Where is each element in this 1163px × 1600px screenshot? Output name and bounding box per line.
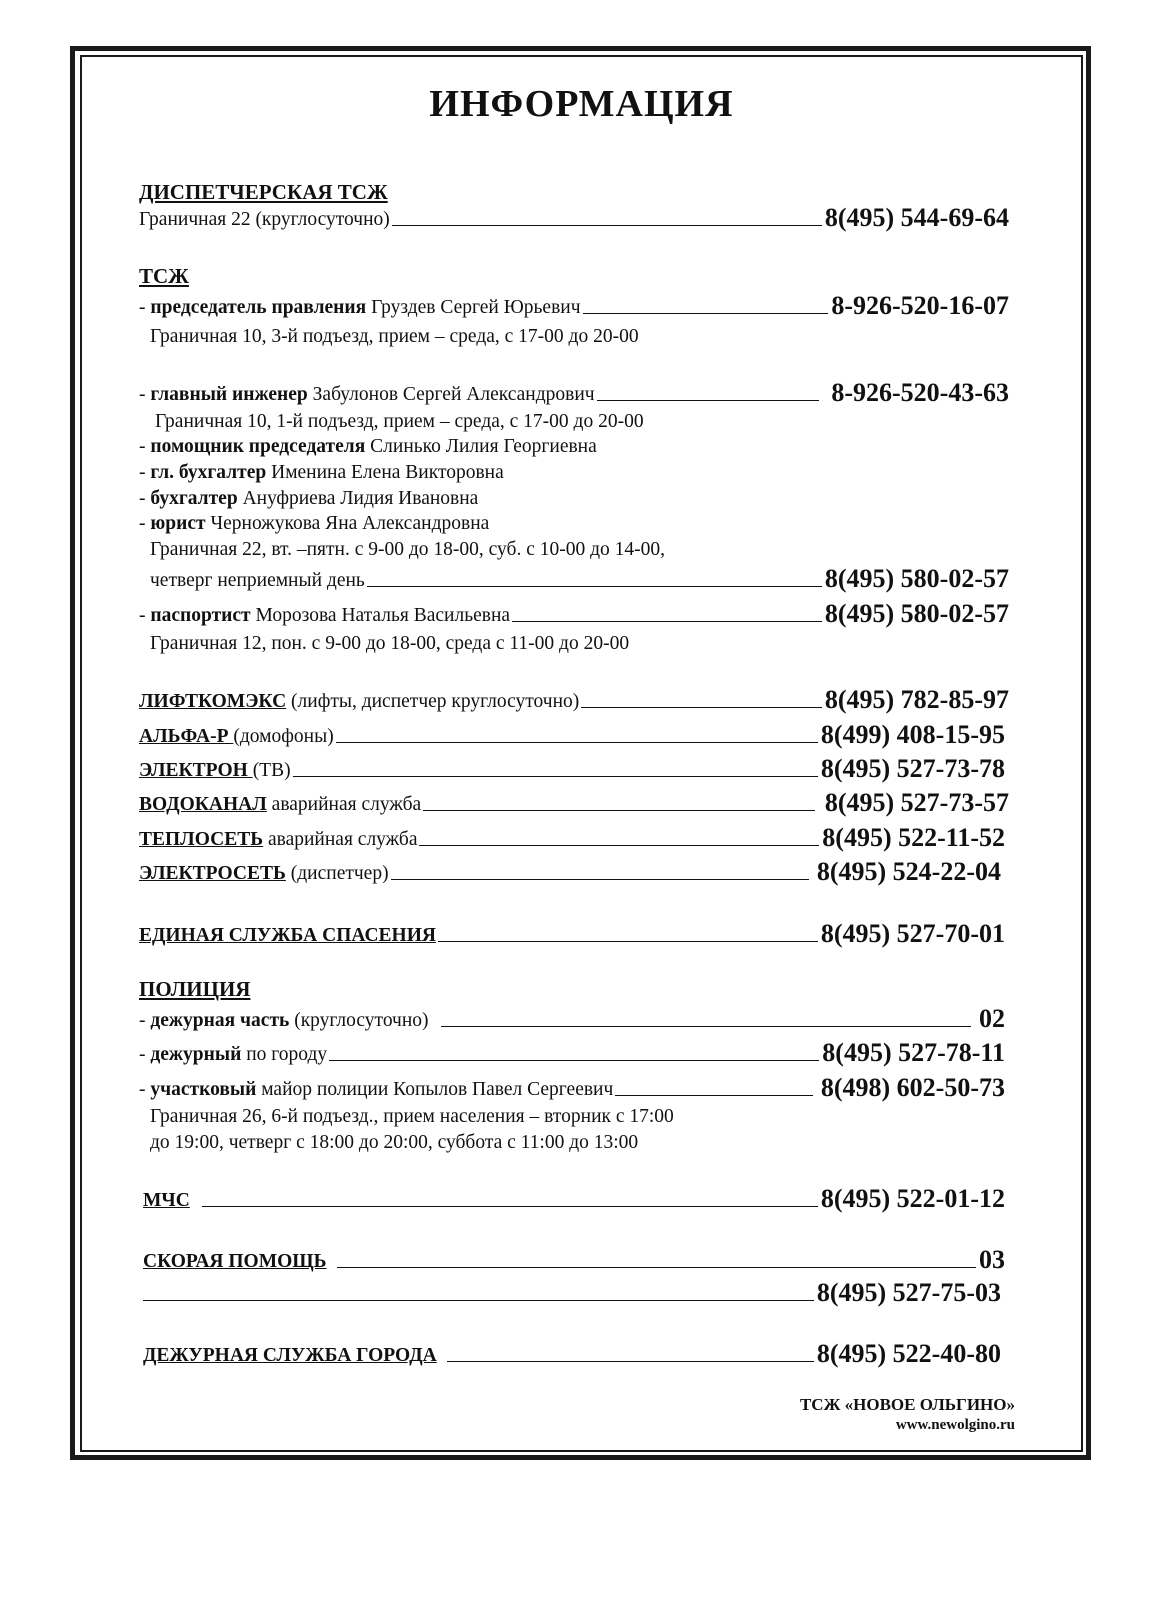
leader-line [337,1267,976,1268]
service-row [139,825,1005,851]
police-district-phone: 8(498) 602-50-73 [820,1073,1005,1102]
leader-line [447,1361,814,1362]
mchs-row [143,1186,1005,1212]
chief-accountant-line: - гл. бухгалтер Именина Елена Викторовна [139,462,504,483]
service-row [139,859,1001,885]
police-district-role: участковый [150,1079,257,1100]
service-row [139,756,1005,782]
police-district-note: Граничная 26, 6-й подъезд., прием населения – вторник с 17:00 [150,1106,674,1127]
leader-line [391,879,809,880]
chairman-row [139,293,1009,319]
engineer-name: Забулонов Сергей Александрович [307,384,595,405]
leader-line [581,707,822,708]
assistant-line: - помощник председателя Слинько Лилия Георгиевна [139,436,597,457]
police-city-role: дежурный [150,1044,242,1065]
service-name: ТЕПЛОСЕТЬ [139,829,264,850]
passport-role: паспортист [150,605,251,626]
dispatch-header: ДИСПЕТЧЕРСКАЯ ТСЖ [139,180,388,204]
service-phone: 8(495) 524-22-04 [816,857,1001,886]
leader-line [441,1026,971,1027]
service-name: ЭЛЕКТРОСЕТЬ [139,863,286,884]
mchs-phone: 8(495) 522-01-12 [820,1184,1005,1213]
service-desc: (лифты, диспетчер круглосуточно) [286,691,580,712]
police-duty-phone: 02 [979,1004,1005,1033]
service-desc: аварийная служба [266,794,422,815]
service-desc: (домофоны) [233,726,334,747]
tszh-header: ТСЖ [139,264,189,288]
leader-line [615,1095,813,1096]
lawyer-phone: 8(495) 580-02-57 [824,564,1009,593]
leader-line [423,810,815,811]
dispatch-row [139,205,1009,231]
rescue-phone: 8(495) 527-70-01 [820,919,1005,948]
service-row [139,687,1009,713]
police-city-desc: по городу [241,1044,328,1065]
ambulance-phone-short: 03 [979,1245,1005,1274]
police-header: ПОЛИЦИЯ [139,977,251,1001]
engineer-row [139,380,1009,406]
chairman-phone: 8-926-520-16-07 [831,291,1009,320]
ambulance-phone: 8(495) 527-75-03 [816,1278,1001,1307]
passport-row [139,601,1009,627]
service-phone: 8(495) 527-73-78 [820,754,1005,783]
service-phone: 8(499) 408-15-95 [820,720,1005,749]
lawyer-note: Граничная 22, вт. –пятн. с 9-00 до 18-00, суб. с 10-00 до 14-00, [150,539,666,560]
police-duty-desc: (круглосуточно) [289,1010,429,1031]
city-duty-phone: 8(495) 522-40-80 [816,1339,1001,1368]
service-name: АЛЬФА-Р [139,726,234,747]
ambulance-row [143,1247,1005,1273]
ambulance-row-2 [143,1280,1001,1306]
page-title: ИНФОРМАЦИЯ [429,83,734,125]
leader-line [512,621,822,622]
chairman-name: Груздев Сергей Юрьевич [366,297,581,318]
service-name: ЭЛЕКТРОН [139,760,253,781]
service-phone: 8(495) 527-73-57 [824,788,1009,817]
police-district-desc: майор полиции Копылов Павел Сергеевич [256,1079,614,1100]
service-desc: аварийная служба [263,829,418,850]
engineer-phone: 8-926-520-43-63 [831,378,1009,407]
city-duty-row [143,1341,1001,1367]
lawyer-line: - юрист Черножукова Яна Александровна [139,513,490,534]
lawyer-note-2: четверг неприемный день [150,570,365,591]
police-duty-role: дежурная часть [150,1010,290,1031]
service-name: ВОДОКАНАЛ [139,794,267,815]
lawyer-phone-row [150,566,1009,592]
service-row [139,722,1005,748]
leader-line [597,400,820,401]
leader-line [367,586,822,587]
service-desc: (диспетчер) [285,863,389,884]
leader-line [583,313,829,314]
dispatch-phone: 8(495) 544-69-64 [824,203,1009,232]
footer-site: www.newolgino.ru [895,1417,1015,1433]
service-name: ЛИФТКОМЭКС [139,691,287,712]
rescue-row [139,921,1005,947]
rescue-name: ЕДИНАЯ СЛУЖБА СПАСЕНИЯ [139,925,436,946]
engineer-label: - главный инженер Забулонов Сергей Александрович [139,384,595,405]
chairman-role: председатель правления [150,297,367,318]
leader-line [143,1300,814,1301]
police-duty-row: - дежурная часть (круглосуточно) 02 [139,1004,1005,1033]
engineer-note: Граничная 10, 1-й подъезд, прием – среда, с 17-00 до 20-00 [155,411,644,432]
city-duty-name: ДЕЖУРНАЯ СЛУЖБА ГОРОДА [143,1345,437,1366]
service-phone: 8(495) 782-85-97 [824,685,1009,714]
chairman-note: Граничная 10, 3-й подъезд, прием – среда, с 17-00 до 20-00 [150,326,639,347]
chairman-label: - председатель правления Груздев Сергей Юрьевич [139,297,581,318]
passport-label: - паспортист Морозова Наталья Васильевна [139,605,511,626]
leader-line [336,742,818,743]
passport-name: Морозова Наталья Васильевна [250,605,511,626]
police-city-phone: 8(495) 527-78-11 [822,1038,1005,1067]
leader-line [392,225,822,226]
leader-line [419,845,819,846]
leader-line [438,941,818,942]
service-row [139,790,1009,816]
service-desc: (ТВ) [252,760,291,781]
accountant-line: - бухгалтер Ануфриева Лидия Ивановна [139,488,479,509]
police-district-note-2: до 19:00, четверг с 18:00 до 20:00, суббота с 11:00 до 13:00 [150,1132,639,1153]
service-phone: 8(495) 522-11-52 [822,823,1005,852]
passport-phone: 8(495) 580-02-57 [824,599,1009,628]
dispatch-label: Граничная 22 (круглосуточно) [139,209,390,230]
footer-org: ТСЖ «НОВОЕ ОЛЬГИНО» [799,1395,1015,1414]
ambulance-name: СКОРАЯ ПОМОЩЬ [143,1251,327,1272]
leader-line [293,776,818,777]
leader-line [329,1060,819,1061]
mchs-name: МЧС [143,1190,190,1211]
engineer-role: главный инженер [150,384,308,405]
leader-line [202,1206,818,1207]
police-city-row: - дежурный по городу 8(495) 527-78-11 [139,1038,1005,1067]
passport-note: Граничная 12, пон. с 9-00 до 18-00, среда с 11-00 до 20-00 [150,633,630,654]
police-district-row: - участковый майор полиции Копылов Павел Сергеевич 8(498) 602-50-73 [139,1073,1005,1102]
